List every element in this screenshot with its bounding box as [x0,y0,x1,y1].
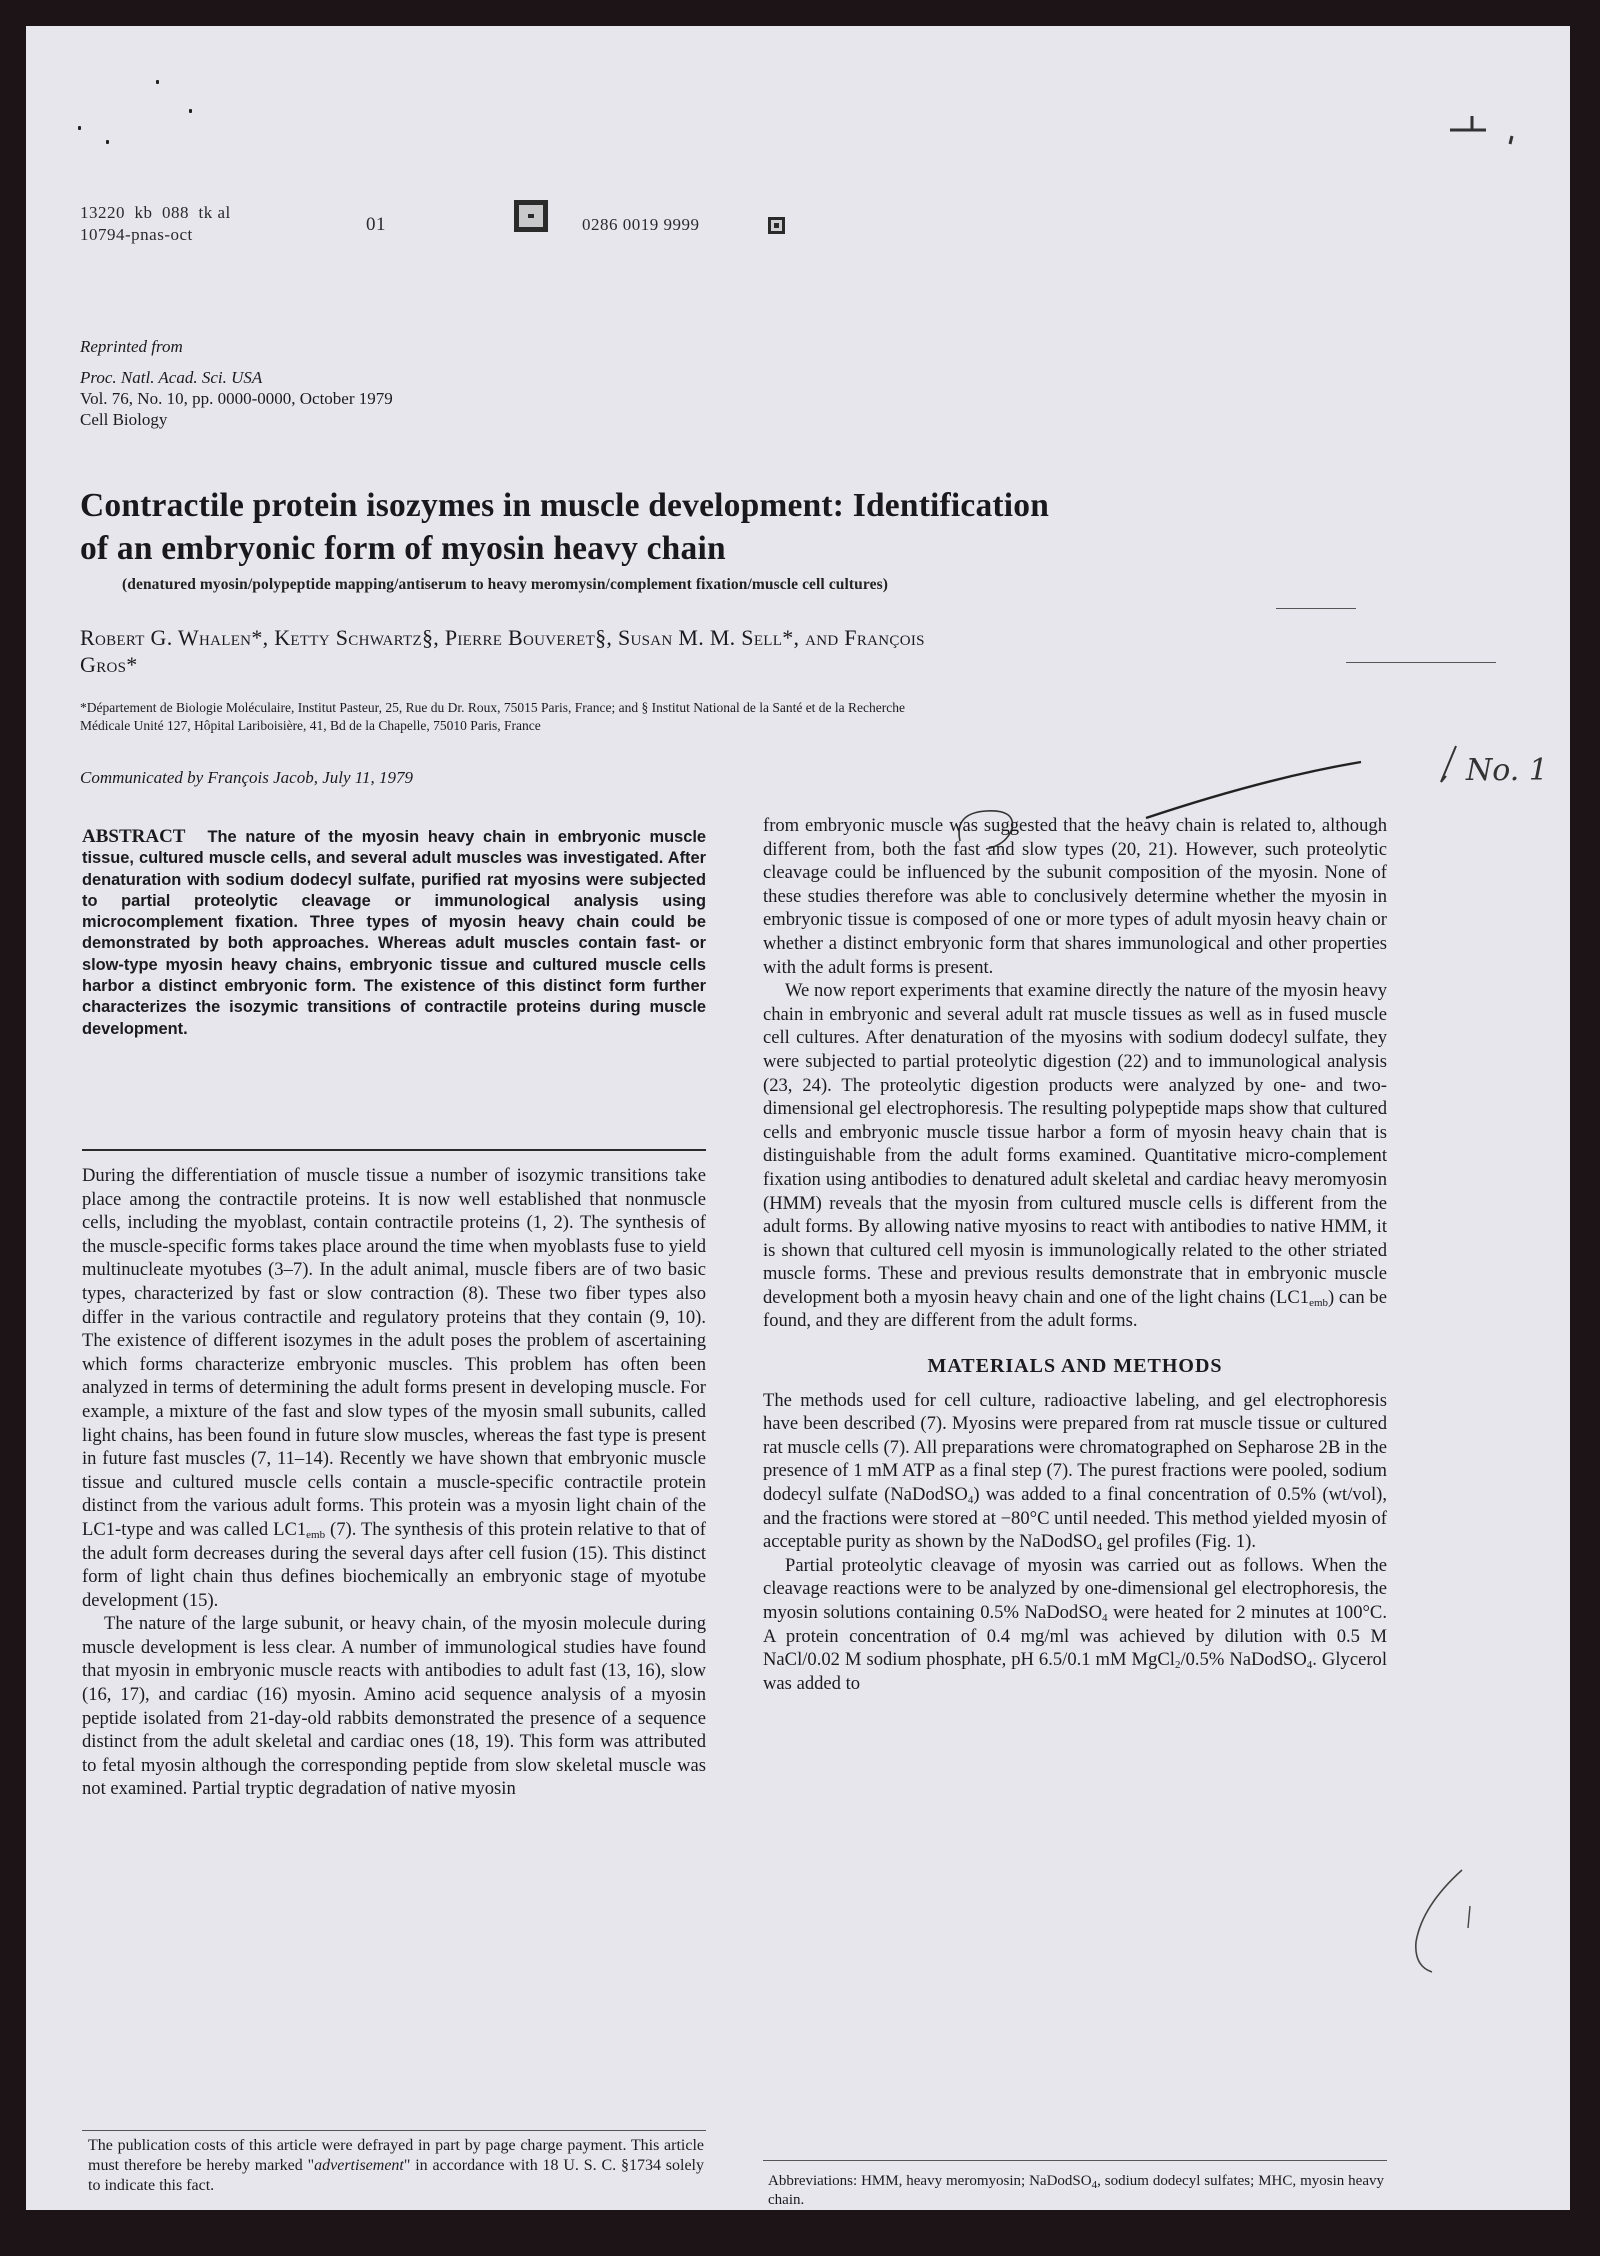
left-column [82,826,706,1040]
affiliation-line-1: *Département de Biologie Moléculaire, Institut Pasteur, 25, Rue du Dr. Roux, 75015 Paris, France; and § Institut National de la Santé et de la Recherche [80,700,906,715]
speck [156,80,159,84]
subscript: 4 [1096,1541,1103,1554]
title-line-1: Contractile protein isozymes in muscle development: Identification [80,487,1050,524]
text-run: (7). The synthesis of this protein relative to that of the adult form decreases during the several days after cell fusion (15). This distinct form of light chain thus defines biochemically an embryonic stage of myotube development (15). [82,1518,706,1611]
text-run: Partial proteolytic cleavage of myosin was carried out as follows. When the cleavage reactions were to be analyzed by one-dimensional gel electrophoresis, the myosin solutions containing 0.5% NaDodSO [763,1554,1387,1623]
registration-mark-icon [514,200,548,232]
text-run: advertisement [314,2157,404,2174]
subscript: 4 [967,1494,974,1507]
right-column [763,814,1387,1695]
paper-page [26,26,1570,2210]
text-run: ) was added to a final concentration of 0.5% (wt/vol), and the fractions were stored at −80°C until needed. This method yielded myosin of acceptable purity as shown by the NaDodSO [763,1484,1387,1553]
keywords: (denatured myosin/polypeptide mapping/antiserum to heavy meromysin/complement fixation/muscle cell cultures) [122,576,888,593]
journal-name: Proc. Natl. Acad. Sci. USA [80,368,263,387]
volume-info: Vol. 76, No. 10, pp. 0000-0000, October 1979 [80,389,393,408]
reprint-info [80,336,393,430]
authors-line-1: Robert G. Whalen*, Ketty Schwartz§, Pierre Bouveret§, Susan M. M. Sell*, and François [80,625,925,650]
abstract [82,826,706,1040]
registration-mark-small-icon [768,217,785,234]
text-run: ) can be found, and they are different from the adult forms. [763,1286,1387,1332]
affiliation-line-2: Médicale Unité 127, Hôpital Lariboisière, 41, Bd de la Chapelle, 75010 Paris, France [80,718,541,733]
pen-mark [1450,116,1486,130]
text-run: During the differentiation of muscle tissue a number of isozymic transitions take place among the contractile proteins. It is now well established that nonmuscle cells, including the myoblast, contain contractile proteins (1, 2). The synthesis of the muscle-specific forms takes place around the time when myoblasts fuse to yield multinucleate myotubes (3–7). In the adult animal, muscle fibers are of two basic types, characterized by fast or slow contraction (8). These two fiber types also differ in the various contractile and regulatory proteins that they contain (9, 10). The existence of different isozymes in the adult poses the problem of ascertaining which forms characterize embryonic muscles. This problem has often been analyzed in terms of determining the adult forms present in developing muscle. For example, a mixture of the fast and slow types of the myosin small subunits, called light chains, has been found in future slow muscles, whereas the fast type is present in future fast muscles (7, 11–14). Recently we have shown that embryonic muscle tissue and cultured muscle cells contain a muscle-specific contractile protein distinct from the various adult forms. This protein was a myosin light chain of the LC1-type and was called LC1 [82,1165,706,1540]
text-run: The methods used for cell culture, radioactive labeling, and gel electrophoresis have been described (7). Myosins were prepared from rat muscle tissue or cultured rat muscle cells (7). All preparations were chromatographed on Sepharose 2B in the presence of 1 mM ATP as a final step (7). The purest fractions were pooled, sodium dodecyl sulfate (NaDodSO [763,1389,1387,1506]
text-run: " in accordance with 18 U. S. C. §1734 solely to indicate this fact. [88,2157,705,2194]
section-heading: MATERIALS AND METHODS [927,1355,1223,1378]
code-line-1: 13220 kb 088 tk al [80,203,231,222]
pen-mark [1510,136,1512,144]
pen-mark [1468,1906,1470,1928]
abstract-divider [82,1149,706,1151]
subscript: 4 [1102,1612,1108,1624]
text-run: /0.5% NaDodSO [1180,1649,1307,1671]
barcode-number: 0286 0019 9999 [582,215,700,234]
intro-paragraph-3: from embryonic muscle was suggested that the heavy chain is related to, although different from, both the fast and slow types (20, 21). However, such proteolytic cleavage could be influenced by the subunit composition of the myosin. None of these studies therefore was able to conclusively determine whether the myosin in embryonic tissue is composed of one or more types of adult myosin heavy chain or whether a distinct embryonic form that shares immunological and other properties with the adult forms is present. [763,815,1387,978]
pen-stroke [1146,762,1361,818]
code-line-2: 10794-pnas-oct [80,225,193,244]
subscript: emb [306,1528,326,1541]
methods-paragraph-2 [763,1554,1387,1696]
text-run: We now report experiments that examine directly the nature of the myosin heavy chain in embryonic and several adult rat muscle tissues as well as in fused muscle cell cultures. After denaturation of the myosins with sodium dodecyl sulfate, they were subjected to partial proteolytic digestion (22) and to immunological analysis (23, 24). The proteolytic digestion products were analyzed by one- and two-dimensional gel electrophoresis. The resulting polypeptide maps show that cultured cells and embryonic muscle tissue harbor a form of myosin heavy chain that is distinguishable from the adult forms examined. Quantitative micro-complement fixation using antibodies to denatured adult skeletal and cardiac heavy meromyosin (HMM) reveals that the myosin from cultured muscle cells is different from the adult forms. By allowing native myosins to react with antibodies to native HMM, it is shown that cultured cell myosin is immunologically related to the other striated muscle forms. These and previous results demonstrate that in embryonic muscle development both a myosin heavy chain and one of the light chains (LC1 [763,980,1387,1308]
speck [78,126,81,130]
text-run: . Glycerol was added to [763,1649,1387,1694]
authors-line-2: Gros* [80,652,138,677]
publication-costs-footnote [88,2136,704,2196]
footnote-divider [763,2160,1387,2161]
pen-bracket [1416,1870,1462,1972]
speck [189,109,192,113]
reprint-label: Reprinted from [80,337,183,356]
subscript: emb [1309,1296,1329,1309]
divider [1276,608,1356,609]
header-codes [80,202,231,246]
text-run: The publication costs of this article were defrayed in part by page charge payment. This article must therefore be hereby marked " [88,2137,704,2174]
text-run: gel profiles (Fig. 1). [1102,1531,1256,1553]
page-code: 01 [366,214,386,235]
subscript: 4 [1306,1659,1313,1672]
subscript: 4 [1091,2179,1098,2191]
abstract-text: The nature of the myosin heavy chain in embryonic muscle tissue, cultured muscle cells, and several adult muscles was investigated. After denaturation with sodium dodecyl sulfate, purified rat myosins were subjected to partial proteolytic cleavage or immunological analysis using microcomplement fixation. Three types of myosin heavy chain could be demonstrated by both approaches. Whereas adult muscles contain fast- or slow-type myosin heavy chains, embryonic tissue and cultured muscle cells harbor a distinct embryonic form. The existence of this distinct form further characterizes the isozymic transitions of contractile proteins during muscle development. [82,828,706,1038]
intro-paragraph-1 [82,1164,706,1612]
left-column-body [82,1164,706,1801]
communicated-by: Communicated by François Jacob, July 11, 1979 [80,768,414,787]
corner-mark [1446,106,1526,146]
authors [80,624,1400,678]
abbreviations-footnote [768,2172,1384,2210]
text-run: were heated for 2 minutes at 100°C. A protein concentration of 0.4 mg/ml was achieved by dilution with 0.5 M NaCl/0.02 M sodium phosphate, pH 6.5/0.1 mM MgCl [763,1602,1387,1671]
abstract-heading: ABSTRACT [82,826,186,847]
intro-paragraph-4 [763,979,1387,1333]
text-run: , sodium dodecyl sulfates; MHC, myosin heavy chain. [768,2173,1384,2208]
text-run: Abbreviations: HMM, heavy meromyosin; NaDodSO [768,2173,1092,2189]
handwritten-mark [1441,746,1456,782]
footnote-divider [82,2130,706,2131]
margin-bracket [1412,1866,1492,1976]
handwritten-note: No. 1 [1466,753,1548,788]
speck [106,140,109,144]
section-name: Cell Biology [80,410,168,429]
subscript: 2 [1174,1659,1181,1672]
title-line-2: of an embryonic form of myosin heavy chain [80,530,726,567]
article-title [80,484,1480,570]
divider [1346,662,1496,663]
intro-paragraph-2: The nature of the large subunit, or heavy chain, of the myosin molecule during muscle development is less clear. A number of immunological studies have found that myosin in embryonic muscle reacts with antibodies to adult fast (13, 16), slow (16, 17), and cardiac (16) myosin. Amino acid sequence analysis of a myosin peptide isolated from 21-day-old rabbits demonstrated the presence of a sequence distinct from the adult skeletal and cardiac ones (18, 19). This form was attributed to fetal myosin although the corresponding peptide from slow skeletal muscle was not examined. Partial tryptic degradation of native myosin [82,1613,706,1800]
methods-paragraph-1 [763,1389,1387,1554]
